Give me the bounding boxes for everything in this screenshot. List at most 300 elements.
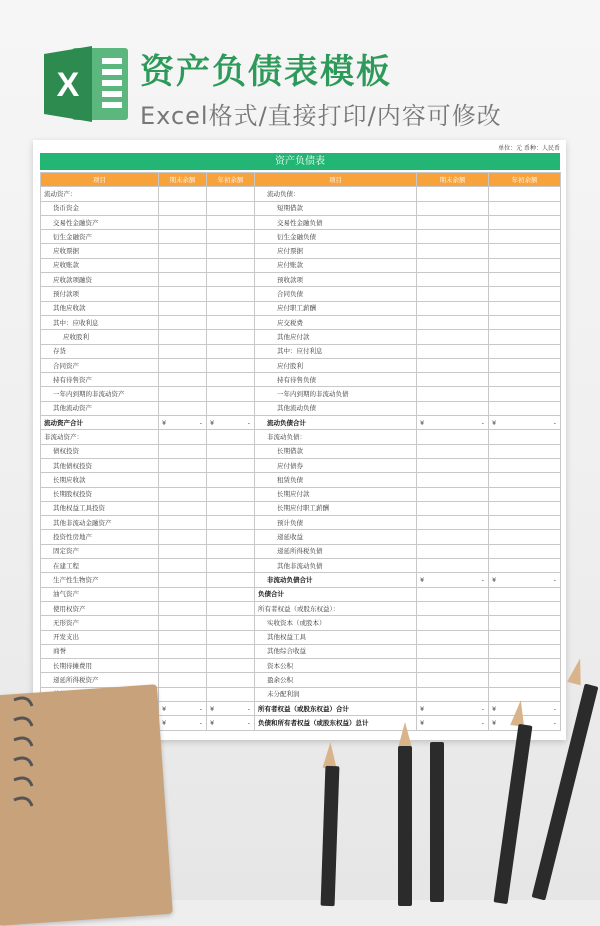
table-row	[41, 487, 561, 501]
right-end-cell	[417, 430, 489, 444]
right-begin-cell	[489, 287, 561, 301]
unit-line: 单位：元 币种：人民币	[498, 145, 560, 152]
left-end-cell	[159, 587, 207, 601]
left-item-cell: 交易性金融资产	[41, 215, 159, 229]
left-begin-cell	[207, 587, 255, 601]
left-end-cell	[159, 530, 207, 544]
table-row	[41, 573, 561, 587]
table-row	[41, 659, 561, 673]
table-row	[41, 258, 561, 272]
right-item-cell: 应付股利	[255, 358, 417, 372]
left-end-cell	[159, 387, 207, 401]
left-begin-cell	[207, 187, 255, 201]
table-row	[41, 358, 561, 372]
left-begin-cell	[207, 258, 255, 272]
left-end-cell	[159, 716, 207, 730]
left-item-cell: 无形资产	[41, 616, 159, 630]
left-item-cell: 其他应收款	[41, 301, 159, 315]
left-end-cell	[159, 559, 207, 573]
right-end-cell	[417, 315, 489, 329]
right-begin-cell	[489, 458, 561, 472]
table-row	[41, 444, 561, 458]
left-end-cell	[159, 287, 207, 301]
left-item-cell: 开发支出	[41, 630, 159, 644]
left-item-cell: 投资性房地产	[41, 530, 159, 544]
left-begin-cell	[207, 616, 255, 630]
right-begin-cell	[489, 644, 561, 658]
right-begin-cell	[489, 416, 561, 430]
left-item-cell: 存货	[41, 344, 159, 358]
left-begin-cell	[207, 215, 255, 229]
left-begin-cell	[207, 430, 255, 444]
right-end-cell	[417, 258, 489, 272]
currency-symbol: ¥	[210, 718, 215, 727]
right-end-cell	[417, 287, 489, 301]
left-end-cell	[159, 416, 207, 430]
zero-dash: -	[481, 704, 484, 713]
right-item-cell: 资本公积	[255, 659, 417, 673]
right-begin-cell	[489, 473, 561, 487]
right-begin-cell	[489, 601, 561, 615]
left-end-cell	[159, 330, 207, 344]
zero-dash: -	[481, 418, 484, 427]
right-end-cell	[417, 701, 489, 715]
right-end-cell	[417, 687, 489, 701]
right-item-cell: 流动负债：	[255, 187, 417, 201]
right-item-cell: 租赁负债	[255, 473, 417, 487]
right-begin-cell	[489, 244, 561, 258]
zero-dash: -	[247, 718, 250, 727]
right-begin-cell	[489, 659, 561, 673]
left-begin-cell	[207, 659, 255, 673]
right-begin-cell	[489, 273, 561, 287]
right-end-cell	[417, 716, 489, 730]
table-header-row	[41, 173, 561, 187]
left-end-cell	[159, 444, 207, 458]
currency-symbol: ¥	[420, 575, 425, 584]
left-begin-cell	[207, 644, 255, 658]
right-item-cell: 短期借款	[255, 201, 417, 215]
right-item-cell: 所有者权益（或股东权益）合计	[255, 701, 417, 715]
table-row	[41, 187, 561, 201]
table-row	[41, 315, 561, 329]
left-end-cell	[159, 358, 207, 372]
right-begin-cell	[489, 301, 561, 315]
right-end-cell	[417, 244, 489, 258]
left-begin-cell	[207, 416, 255, 430]
right-item-cell: 预计负债	[255, 516, 417, 530]
currency-symbol: ¥	[492, 575, 497, 584]
currency-symbol: ¥	[162, 718, 167, 727]
right-item-cell: 非流动负债：	[255, 430, 417, 444]
right-begin-cell	[489, 373, 561, 387]
right-item-cell: 应付票据	[255, 244, 417, 258]
left-end-cell	[159, 201, 207, 215]
left-begin-cell	[207, 573, 255, 587]
right-begin-cell	[489, 487, 561, 501]
left-end-cell	[159, 230, 207, 244]
right-end-cell	[417, 644, 489, 658]
right-begin-cell	[489, 501, 561, 515]
left-begin-cell	[207, 487, 255, 501]
table-row	[41, 230, 561, 244]
left-item-cell: 固定资产	[41, 544, 159, 558]
left-end-cell	[159, 544, 207, 558]
left-begin-cell	[207, 315, 255, 329]
col-header-item-right: 项目	[255, 173, 417, 187]
right-item-cell: 其他非流动负债	[255, 559, 417, 573]
left-end-cell	[159, 630, 207, 644]
left-item-cell: 其他流动资产	[41, 401, 159, 415]
left-end-cell	[159, 659, 207, 673]
right-begin-cell	[489, 201, 561, 215]
right-begin-cell	[489, 230, 561, 244]
right-item-cell: 非流动负债合计	[255, 573, 417, 587]
table-row	[41, 644, 561, 658]
right-begin-cell	[489, 401, 561, 415]
left-begin-cell	[207, 287, 255, 301]
table-row	[41, 516, 561, 530]
left-item-cell: 生产性生物资产	[41, 573, 159, 587]
right-end-cell	[417, 387, 489, 401]
left-begin-cell	[207, 444, 255, 458]
table-row	[41, 501, 561, 515]
left-item-cell: 递延所得税资产	[41, 673, 159, 687]
right-begin-cell	[489, 187, 561, 201]
left-end-cell	[159, 673, 207, 687]
right-end-cell	[417, 201, 489, 215]
right-begin-cell	[489, 687, 561, 701]
balance-sheet-table	[40, 172, 561, 731]
table-title: 资产负债表	[40, 153, 560, 170]
spreadsheet-preview	[33, 140, 566, 740]
right-begin-cell	[489, 616, 561, 630]
left-end-cell	[159, 687, 207, 701]
left-end-cell	[159, 473, 207, 487]
currency-symbol: ¥	[420, 718, 425, 727]
table-row	[41, 373, 561, 387]
left-end-cell	[159, 373, 207, 387]
right-end-cell	[417, 358, 489, 372]
left-item-cell: 长期待摊费用	[41, 659, 159, 673]
left-end-cell	[159, 344, 207, 358]
right-end-cell	[417, 659, 489, 673]
right-item-cell: 应交税费	[255, 315, 417, 329]
svg-text:X: X	[56, 66, 80, 104]
right-begin-cell	[489, 315, 561, 329]
table-row	[41, 616, 561, 630]
right-end-cell	[417, 230, 489, 244]
table-row	[41, 244, 561, 258]
left-item-cell: 合同资产	[41, 358, 159, 372]
table-row	[41, 544, 561, 558]
left-begin-cell	[207, 673, 255, 687]
left-item-cell: 长期股权投资	[41, 487, 159, 501]
right-item-cell: 负债合计	[255, 587, 417, 601]
left-end-cell	[159, 458, 207, 472]
right-item-cell: 递延收益	[255, 530, 417, 544]
left-item-cell: 应收账款	[41, 258, 159, 272]
zero-dash: -	[553, 704, 556, 713]
right-end-cell	[417, 601, 489, 615]
left-begin-cell	[207, 387, 255, 401]
left-begin-cell	[207, 687, 255, 701]
left-begin-cell	[207, 516, 255, 530]
right-begin-cell	[489, 330, 561, 344]
left-end-cell	[159, 487, 207, 501]
table-row	[41, 630, 561, 644]
left-end-cell	[159, 601, 207, 615]
right-end-cell	[417, 330, 489, 344]
currency-symbol: ¥	[420, 418, 425, 427]
table-row	[41, 301, 561, 315]
table-row	[41, 273, 561, 287]
right-end-cell	[417, 458, 489, 472]
table-row	[41, 344, 561, 358]
right-begin-cell	[489, 516, 561, 530]
left-item-cell: 货币资金	[41, 201, 159, 215]
left-begin-cell	[207, 559, 255, 573]
right-begin-cell	[489, 387, 561, 401]
right-end-cell	[417, 501, 489, 515]
right-begin-cell	[489, 673, 561, 687]
currency-symbol: ¥	[492, 718, 497, 727]
left-end-cell	[159, 401, 207, 415]
left-item-cell: 油气资产	[41, 587, 159, 601]
right-item-cell: 衍生金融负债	[255, 230, 417, 244]
excel-logo-icon	[42, 44, 132, 124]
left-end-cell	[159, 273, 207, 287]
left-end-cell	[159, 187, 207, 201]
right-item-cell: 其中：应付利息	[255, 344, 417, 358]
right-item-cell: 盈余公积	[255, 673, 417, 687]
right-item-cell: 其他流动负债	[255, 401, 417, 415]
zero-dash: -	[553, 418, 556, 427]
left-item-cell: 长期应收款	[41, 473, 159, 487]
left-end-cell	[159, 258, 207, 272]
left-begin-cell	[207, 458, 255, 472]
left-end-cell	[159, 430, 207, 444]
left-begin-cell	[207, 530, 255, 544]
left-end-cell	[159, 301, 207, 315]
zero-dash: -	[553, 575, 556, 584]
right-begin-cell	[489, 215, 561, 229]
left-end-cell	[159, 616, 207, 630]
left-begin-cell	[207, 601, 255, 615]
right-item-cell: 合同负债	[255, 287, 417, 301]
col-header-item-left: 项目	[41, 173, 159, 187]
left-end-cell	[159, 315, 207, 329]
right-end-cell	[417, 301, 489, 315]
left-begin-cell	[207, 344, 255, 358]
left-item-cell: 流动资产：	[41, 187, 159, 201]
right-begin-cell	[489, 344, 561, 358]
right-end-cell	[417, 373, 489, 387]
left-begin-cell	[207, 473, 255, 487]
right-end-cell	[417, 487, 489, 501]
right-begin-cell	[489, 587, 561, 601]
table-row	[41, 215, 561, 229]
currency-symbol: ¥	[492, 418, 497, 427]
right-begin-cell	[489, 544, 561, 558]
right-end-cell	[417, 673, 489, 687]
left-item-cell: 持有待售资产	[41, 373, 159, 387]
left-item-cell: 商誉	[41, 644, 159, 658]
right-end-cell	[417, 630, 489, 644]
right-item-cell: 长期应付款	[255, 487, 417, 501]
right-end-cell	[417, 559, 489, 573]
table-row	[41, 473, 561, 487]
table-row	[41, 530, 561, 544]
left-begin-cell	[207, 358, 255, 372]
right-item-cell: 预收款项	[255, 273, 417, 287]
left-begin-cell	[207, 201, 255, 215]
left-item-cell: 其中：应收利息	[41, 315, 159, 329]
right-item-cell: 应付债券	[255, 458, 417, 472]
left-begin-cell	[207, 501, 255, 515]
right-end-cell	[417, 473, 489, 487]
right-begin-cell	[489, 530, 561, 544]
zero-dash: -	[481, 718, 484, 727]
right-end-cell	[417, 530, 489, 544]
left-item-cell: 应收款项融资	[41, 273, 159, 287]
right-item-cell: 交易性金融负债	[255, 215, 417, 229]
col-header-begin-right: 年初余额	[489, 173, 561, 187]
right-begin-cell	[489, 573, 561, 587]
currency-symbol: ¥	[162, 418, 167, 427]
zero-dash: -	[199, 718, 202, 727]
table-row	[41, 287, 561, 301]
left-item-cell: 债权投资	[41, 444, 159, 458]
right-end-cell	[417, 273, 489, 287]
currency-symbol: ¥	[162, 704, 167, 713]
left-end-cell	[159, 215, 207, 229]
table-row	[41, 330, 561, 344]
right-end-cell	[417, 516, 489, 530]
left-begin-cell	[207, 244, 255, 258]
page-title: 资产负债表模板	[140, 52, 392, 92]
left-begin-cell	[207, 716, 255, 730]
table-row	[41, 430, 561, 444]
zero-dash: -	[247, 418, 250, 427]
right-item-cell: 应付职工薪酬	[255, 301, 417, 315]
right-begin-cell	[489, 258, 561, 272]
table-row	[41, 387, 561, 401]
currency-symbol: ¥	[420, 704, 425, 713]
left-begin-cell	[207, 301, 255, 315]
notebook-spiral-icon	[4, 690, 44, 830]
right-begin-cell	[489, 358, 561, 372]
zero-dash: -	[247, 704, 250, 713]
right-item-cell: 一年内到期的非流动负债	[255, 387, 417, 401]
right-end-cell	[417, 344, 489, 358]
right-item-cell: 实收资本（或股本）	[255, 616, 417, 630]
left-end-cell	[159, 244, 207, 258]
table-row	[41, 201, 561, 215]
table-row	[41, 458, 561, 472]
right-item-cell: 递延所得税负债	[255, 544, 417, 558]
right-item-cell: 其他综合收益	[255, 644, 417, 658]
col-header-end-left: 期末余额	[159, 173, 207, 187]
right-begin-cell	[489, 444, 561, 458]
zero-dash: -	[199, 418, 202, 427]
right-item-cell: 长期借款	[255, 444, 417, 458]
left-item-cell: 在建工程	[41, 559, 159, 573]
left-end-cell	[159, 501, 207, 515]
left-end-cell	[159, 644, 207, 658]
page-subtitle: Excel格式/直接打印/内容可修改	[140, 102, 502, 130]
zero-dash: -	[553, 718, 556, 727]
currency-symbol: ¥	[492, 704, 497, 713]
left-end-cell	[159, 516, 207, 530]
table-row	[41, 416, 561, 430]
right-end-cell	[417, 187, 489, 201]
right-item-cell: 其他权益工具	[255, 630, 417, 644]
left-item-cell: 衍生金融资产	[41, 230, 159, 244]
right-item-cell: 应付账款	[255, 258, 417, 272]
left-begin-cell	[207, 544, 255, 558]
left-item-cell: 应收票据	[41, 244, 159, 258]
right-begin-cell	[489, 559, 561, 573]
right-end-cell	[417, 215, 489, 229]
left-item-cell: 预付款项	[41, 287, 159, 301]
right-item-cell: 负债和所有者权益（或股东权益）总计	[255, 716, 417, 730]
left-item-cell: 非流动资产：	[41, 430, 159, 444]
right-item-cell: 未分配利润	[255, 687, 417, 701]
left-begin-cell	[207, 701, 255, 715]
right-item-cell: 所有者权益（或股东权益）：	[255, 601, 417, 615]
left-begin-cell	[207, 230, 255, 244]
currency-symbol: ¥	[210, 704, 215, 713]
left-item-cell: 其他非流动金融资产	[41, 516, 159, 530]
right-end-cell	[417, 616, 489, 630]
right-item-cell: 其他应付款	[255, 330, 417, 344]
left-item-cell: 其他债权投资	[41, 458, 159, 472]
right-end-cell	[417, 401, 489, 415]
right-begin-cell	[489, 630, 561, 644]
zero-dash: -	[481, 575, 484, 584]
right-end-cell	[417, 416, 489, 430]
right-end-cell	[417, 544, 489, 558]
left-item-cell: 其他权益工具投资	[41, 501, 159, 515]
right-end-cell	[417, 444, 489, 458]
left-begin-cell	[207, 273, 255, 287]
table-row	[41, 401, 561, 415]
zero-dash: -	[199, 704, 202, 713]
left-item-cell: 使用权资产	[41, 601, 159, 615]
right-item-cell: 长期应付职工薪酬	[255, 501, 417, 515]
left-begin-cell	[207, 401, 255, 415]
left-item-cell: 一年内到期的非流动资产	[41, 387, 159, 401]
right-end-cell	[417, 573, 489, 587]
col-header-begin-left: 年初余额	[207, 173, 255, 187]
left-end-cell	[159, 701, 207, 715]
left-item-cell: 流动资产合计	[41, 416, 159, 430]
col-header-end-right: 期末余额	[417, 173, 489, 187]
left-item-cell: 应收股利	[41, 330, 159, 344]
table-row	[41, 587, 561, 601]
table-row	[41, 673, 561, 687]
left-begin-cell	[207, 373, 255, 387]
right-end-cell	[417, 587, 489, 601]
right-item-cell: 流动负债合计	[255, 416, 417, 430]
left-end-cell	[159, 573, 207, 587]
left-begin-cell	[207, 630, 255, 644]
table-row	[41, 559, 561, 573]
currency-symbol: ¥	[210, 418, 215, 427]
table-row	[41, 601, 561, 615]
right-begin-cell	[489, 430, 561, 444]
